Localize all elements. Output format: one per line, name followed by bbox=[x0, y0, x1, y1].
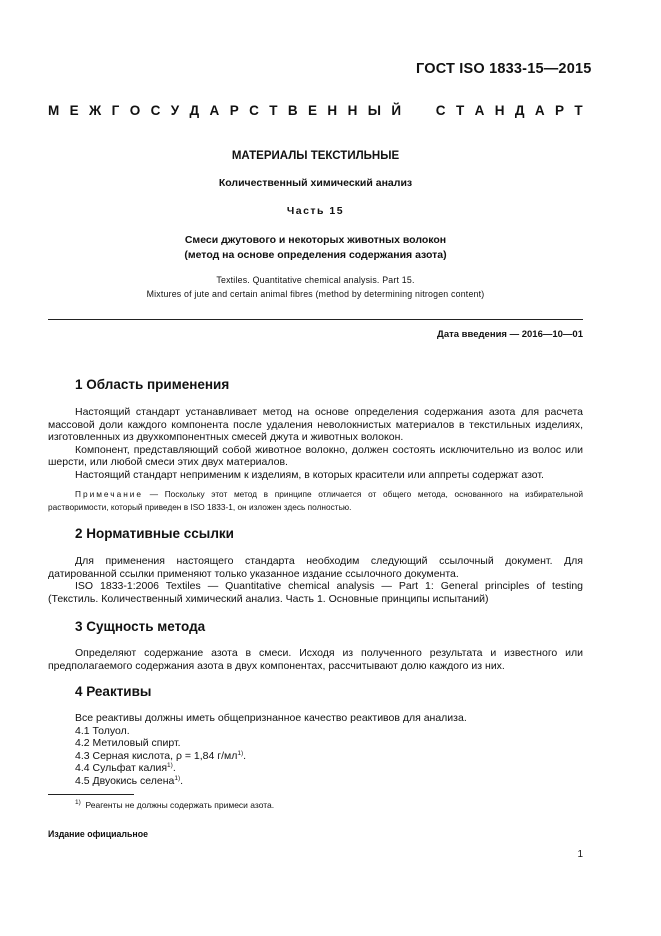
footnote-text: Реагенты не должны содержать примеси азота. bbox=[85, 800, 275, 810]
section-1-paragraph-1: Настоящий стандарт устанавливает метод на основе определения содержания азота для расчета массовой доли каждого компонента после удаления неволокнистых материалов в текстильных изделиях, изготовленных из двухкомпонентных смесей джута и животных волокон. bbox=[48, 406, 583, 444]
footnote-ref: 1) bbox=[174, 774, 181, 782]
standard-subject bbox=[48, 233, 583, 263]
reagents-intro: Все реактивы должны иметь общепризнанное качество реактивов для анализа. bbox=[75, 712, 467, 724]
section-2-paragraph-2: ISO 1833-1:2006 Textiles — Quantitative chemical analysis — Part 1: General principles of testing (Текстиль. Количественный химический анализ. Часть 1. Основные принципы испытаний) bbox=[48, 580, 583, 605]
banner-letter: С bbox=[435, 103, 446, 118]
standard-subtitle: Количественный химический анализ bbox=[218, 177, 413, 189]
banner-letter: Р bbox=[229, 103, 239, 118]
footnote-mark: 1) bbox=[75, 799, 81, 806]
banner-letter: А bbox=[474, 103, 485, 118]
section-4-heading: 4 Реактивы bbox=[75, 684, 152, 699]
english-title-line-2: Mixtures of jute and certain animal fibres (method by determining nitrogen content) bbox=[146, 288, 485, 299]
section-1-body bbox=[48, 406, 583, 482]
intro-date: Дата введения — 2016—10—01 bbox=[437, 329, 583, 340]
banner-letter: У bbox=[170, 103, 180, 118]
banner-letter: Г bbox=[111, 103, 120, 118]
section-2-body bbox=[48, 555, 583, 605]
header-divider bbox=[48, 319, 583, 320]
banner-letter: Е bbox=[308, 103, 318, 118]
english-title bbox=[48, 274, 583, 301]
note-text: — Поскольку этот метод в принципе отличается от общего метода, основанного на избирательной растворимости, который приведен в ISO 1833-1, он изложен здесь полностью. bbox=[48, 489, 583, 512]
section-2-paragraph-1: Для применения настоящего стандарта необходим следующий ссылочный документ. Для датированной ссылки применяют только указанное издание ссылочного документа. bbox=[48, 555, 583, 580]
reagent-item: 4.2 Метиловый спирт. bbox=[75, 737, 181, 750]
footnote-ref: 1) bbox=[237, 749, 244, 757]
section-1-note bbox=[48, 488, 583, 514]
banner-letter: О bbox=[129, 103, 141, 118]
banner-letter: Ы bbox=[367, 103, 381, 118]
note-lead: Примечание bbox=[75, 489, 144, 499]
banner-letter: Р bbox=[555, 103, 565, 118]
banner-letter: С bbox=[150, 103, 161, 118]
section-1-paragraph-2: Компонент, представляющий собой животное волокно, должен состоять исключительно из волос или шерсти, или любой смеси этих двух материалов. bbox=[48, 443, 583, 469]
banner-letter: А bbox=[209, 103, 220, 118]
banner-letter: В bbox=[287, 103, 298, 118]
section-3-paragraph-1: Определяют содержание азота в смеси. Исходя из полученного результата и известного или предполагаемого содержания азота в двух компонентах, рассчитывают долю каждого из них. bbox=[48, 647, 583, 672]
banner-letter: Д bbox=[514, 103, 525, 118]
edition-label: Издание официальное bbox=[48, 829, 148, 839]
reagent-item: 4.4 Сульфат калия$^{1)}$. bbox=[75, 762, 176, 775]
section-2-heading: 2 Нормативные ссылки bbox=[75, 526, 234, 541]
standard-title: МАТЕРИАЛЫ ТЕКСТИЛЬНЫЕ bbox=[231, 150, 400, 162]
reagents-list bbox=[75, 712, 467, 788]
banner-letter: Ж bbox=[89, 103, 102, 118]
banner-letter: Т bbox=[269, 103, 278, 118]
banner-letter: М bbox=[48, 103, 60, 118]
document-code: ГОСТ ISO 1833-15—2015 bbox=[416, 61, 592, 77]
banner-word-gap bbox=[411, 103, 425, 118]
reagent-item: 4.5 Двуокись селена$^{1)}$. bbox=[75, 774, 184, 787]
interstate-standard-banner bbox=[48, 103, 583, 118]
banner-letter: Т bbox=[455, 103, 465, 118]
section-3-heading: 3 Сущность метода bbox=[75, 619, 206, 634]
subject-line-2: (метод на основе определения содержания азота) bbox=[184, 249, 447, 261]
reagent-item: 4.3 Серная кислота, ρ = 1,84 $г/мл^{1)}$. bbox=[75, 749, 247, 762]
section-1-paragraph-3: Настоящий стандарт неприменим к изделиям, в которых красители или аппреты содержат азот. bbox=[75, 468, 544, 481]
part-label: Часть 15 bbox=[286, 205, 345, 217]
banner-letter: Д bbox=[189, 103, 200, 118]
section-3-body bbox=[48, 647, 583, 672]
footnote-divider bbox=[48, 794, 134, 795]
reagent-item: 4.1 Толуол. bbox=[75, 724, 130, 737]
english-title-line-1: Textiles. Quantitative chemical analysis. Part 15. bbox=[216, 275, 415, 285]
banner-letter: Т bbox=[574, 103, 583, 118]
banner-letter: С bbox=[249, 103, 259, 118]
banner-letter: Н bbox=[347, 103, 358, 118]
page-number: 1 bbox=[577, 849, 583, 860]
banner-letter: Н bbox=[327, 103, 338, 118]
section-1-heading: 1 Область применения bbox=[75, 377, 230, 392]
banner-letter: Е bbox=[69, 103, 79, 118]
banner-letter: Н bbox=[494, 103, 505, 118]
footnote-ref: 1) bbox=[167, 762, 173, 770]
footnote bbox=[75, 800, 274, 810]
banner-letter: Й bbox=[391, 103, 402, 118]
banner-letter: А bbox=[534, 103, 545, 118]
subject-line-1: Смеси джутового и некоторых животных волокон bbox=[184, 234, 447, 246]
